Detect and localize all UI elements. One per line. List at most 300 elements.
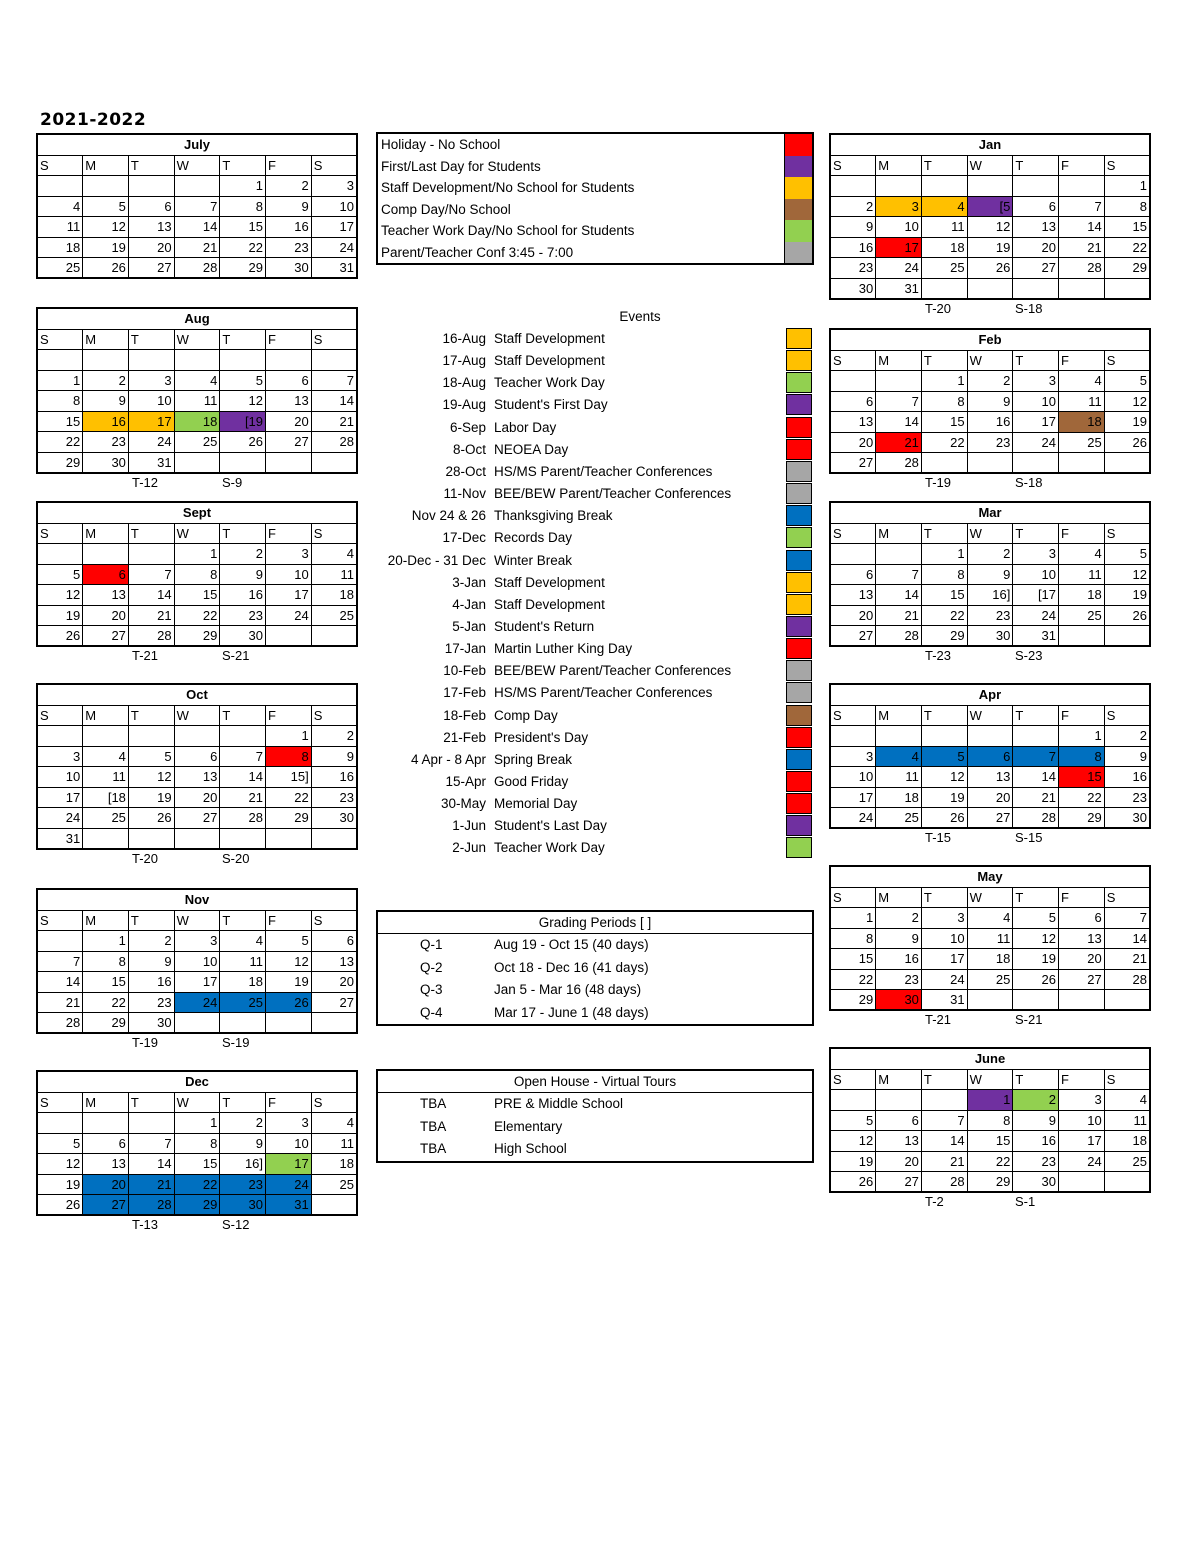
day-cell: 13 bbox=[83, 1154, 129, 1175]
day-cell: 17 bbox=[266, 585, 312, 606]
day-cell: 23 bbox=[830, 258, 876, 279]
event-date: 20-Dec - 31 Dec bbox=[387, 552, 486, 568]
day-cell: 10 bbox=[1059, 1110, 1105, 1131]
day-cell: 20 bbox=[830, 432, 876, 453]
month-name: Feb bbox=[830, 329, 1150, 350]
month-calendar-dec bbox=[36, 1070, 358, 1216]
day-cell: 12 bbox=[37, 1154, 83, 1175]
weekday-header: M bbox=[83, 523, 129, 544]
day-cell: 28 bbox=[1104, 969, 1150, 990]
weekday-header: W bbox=[174, 155, 220, 176]
day-cell: 12 bbox=[266, 951, 312, 972]
weekday-header: W bbox=[967, 705, 1013, 726]
day-cell: 8 bbox=[1059, 746, 1105, 767]
event-name: Student's Last Day bbox=[494, 818, 607, 834]
day-cell: 12 bbox=[128, 767, 174, 788]
day-cell bbox=[1013, 453, 1059, 474]
day-cell: 4 bbox=[37, 196, 83, 217]
day-cell: 19 bbox=[1104, 585, 1150, 606]
day-cell: 5 bbox=[128, 746, 174, 767]
day-cell: 13 bbox=[830, 585, 876, 606]
day-cell: 3 bbox=[174, 931, 220, 952]
day-cell: 19 bbox=[1013, 949, 1059, 970]
weekday-header: M bbox=[876, 155, 922, 176]
day-cell bbox=[1013, 278, 1059, 299]
day-cell: 12 bbox=[1104, 391, 1150, 412]
weekday-header: M bbox=[83, 155, 129, 176]
day-cell: 19 bbox=[967, 237, 1013, 258]
weekday-header: F bbox=[266, 329, 312, 350]
month-calendar-july bbox=[36, 133, 358, 279]
legend-item bbox=[378, 134, 812, 156]
grading-period-row bbox=[378, 1002, 812, 1025]
day-cell: 3 bbox=[266, 544, 312, 565]
weekday-header: S bbox=[37, 705, 83, 726]
weekday-header: W bbox=[174, 1092, 220, 1113]
day-cell: 14 bbox=[311, 391, 357, 412]
day-cell: 21 bbox=[876, 605, 922, 626]
day-cell: 14 bbox=[220, 767, 266, 788]
legend-label: Holiday - No School bbox=[381, 137, 501, 152]
legend-label: Parent/Teacher Conf 3:45 - 7:00 bbox=[381, 244, 574, 260]
month-name: Nov bbox=[37, 889, 357, 910]
legend-item bbox=[378, 177, 812, 199]
weekday-header: S bbox=[311, 910, 357, 931]
day-cell: 1 bbox=[174, 1113, 220, 1134]
day-cell: 25 bbox=[967, 969, 1013, 990]
open-house-row bbox=[378, 1116, 812, 1139]
day-cell: 28 bbox=[128, 626, 174, 647]
day-cell bbox=[1059, 278, 1105, 299]
day-cell: 25 bbox=[921, 258, 967, 279]
event-name: Martin Luther King Day bbox=[494, 641, 633, 657]
day-cell: 8 bbox=[83, 951, 129, 972]
student-days-total: S-15 bbox=[1015, 830, 1043, 845]
day-cell: 31 bbox=[921, 990, 967, 1011]
month-name: Jan bbox=[830, 134, 1150, 155]
month-name: Oct bbox=[37, 684, 357, 705]
day-cell: 30 bbox=[830, 278, 876, 299]
event-name: NEOEA Day bbox=[494, 441, 569, 457]
weekday-header: T bbox=[1013, 705, 1059, 726]
event-row bbox=[376, 727, 816, 749]
day-cell: 18 bbox=[921, 237, 967, 258]
day-cell: 10 bbox=[174, 951, 220, 972]
day-cell: 18 bbox=[37, 237, 83, 258]
day-cell: 15 bbox=[1104, 217, 1150, 238]
day-cell bbox=[266, 1013, 312, 1034]
event-name: Comp Day bbox=[494, 707, 558, 723]
day-cell: 27 bbox=[876, 1172, 922, 1193]
day-cell: 2 bbox=[830, 196, 876, 217]
event-date: 4-Jan bbox=[452, 596, 486, 612]
event-color-swatch bbox=[786, 749, 812, 770]
weekday-header: M bbox=[83, 329, 129, 350]
day-cell bbox=[967, 726, 1013, 747]
event-color-swatch bbox=[786, 837, 812, 858]
event-date: 2-Jun bbox=[452, 840, 486, 856]
day-cell: 21 bbox=[174, 237, 220, 258]
day-cell: 4 bbox=[876, 746, 922, 767]
day-cell bbox=[876, 726, 922, 747]
day-cell bbox=[311, 1195, 357, 1216]
day-cell: 22 bbox=[220, 237, 266, 258]
month-name: May bbox=[830, 866, 1150, 887]
teacher-days-total: T-19 bbox=[925, 475, 952, 490]
day-cell bbox=[220, 1013, 266, 1034]
day-cell: 3 bbox=[1059, 1090, 1105, 1111]
day-cell: 3 bbox=[1013, 544, 1059, 565]
day-cell: 4 bbox=[1059, 544, 1105, 565]
day-cell: 31 bbox=[266, 1195, 312, 1216]
month-name: July bbox=[37, 134, 357, 155]
event-name: President's Day bbox=[494, 729, 589, 745]
event-row bbox=[376, 815, 816, 837]
day-cell: 7 bbox=[1013, 746, 1059, 767]
day-cell bbox=[830, 1090, 876, 1111]
day-cell: 20 bbox=[1059, 949, 1105, 970]
day-cell bbox=[830, 726, 876, 747]
day-cell: 16 bbox=[83, 411, 129, 432]
day-cell: 27 bbox=[830, 626, 876, 647]
event-date: 8-Oct bbox=[452, 441, 486, 457]
day-cell: 11 bbox=[174, 391, 220, 412]
day-cell: 7 bbox=[128, 564, 174, 585]
month-calendar-aug bbox=[36, 307, 358, 474]
day-cell bbox=[830, 176, 876, 197]
day-cell: 4 bbox=[921, 196, 967, 217]
day-cell: 26 bbox=[37, 1195, 83, 1216]
day-cell: 12 bbox=[1104, 564, 1150, 585]
weekday-header: S bbox=[311, 1092, 357, 1113]
day-cell: 1 bbox=[921, 371, 967, 392]
weekday-header: T bbox=[220, 705, 266, 726]
day-cell: 7 bbox=[174, 196, 220, 217]
event-name: HS/MS Parent/Teacher Conferences bbox=[494, 685, 713, 701]
weekday-header: S bbox=[37, 155, 83, 176]
open-house-title: Open House - Virtual Tours bbox=[378, 1071, 812, 1093]
event-color-swatch bbox=[786, 705, 812, 726]
day-cell: 28 bbox=[876, 453, 922, 474]
day-cell: 30 bbox=[1104, 808, 1150, 829]
day-cell: 30 bbox=[83, 452, 129, 473]
day-cell: 17 bbox=[1059, 1131, 1105, 1152]
event-row bbox=[376, 394, 816, 416]
day-cell: 2 bbox=[967, 544, 1013, 565]
open-house-row bbox=[378, 1093, 812, 1116]
day-cell: 3 bbox=[876, 196, 922, 217]
event-name: Labor Day bbox=[494, 419, 557, 435]
day-cell bbox=[876, 371, 922, 392]
day-cell: 22 bbox=[37, 432, 83, 453]
day-cell: 1 bbox=[921, 544, 967, 565]
event-row bbox=[376, 572, 816, 594]
day-cell: 19 bbox=[921, 787, 967, 808]
day-cell: 2 bbox=[128, 931, 174, 952]
weekday-header: W bbox=[967, 155, 1013, 176]
day-cell: 10 bbox=[266, 1133, 312, 1154]
day-cell: 22 bbox=[174, 1174, 220, 1195]
day-cell bbox=[876, 544, 922, 565]
day-cell: 3 bbox=[266, 1113, 312, 1134]
day-cell: 9 bbox=[1013, 1110, 1059, 1131]
day-cell: 27 bbox=[1059, 969, 1105, 990]
day-cell: 4 bbox=[1104, 1090, 1150, 1111]
event-row bbox=[376, 594, 816, 616]
student-days-total: S-18 bbox=[1015, 475, 1043, 490]
day-cell: 26 bbox=[1104, 605, 1150, 626]
legend-label: Teacher Work Day/No School for Students bbox=[381, 223, 635, 238]
day-cell: 20 bbox=[128, 237, 174, 258]
day-cell: 24 bbox=[876, 258, 922, 279]
weekday-header: S bbox=[311, 329, 357, 350]
day-cell: 11 bbox=[311, 1133, 357, 1154]
day-cell: 17 bbox=[830, 787, 876, 808]
day-cell bbox=[37, 1113, 83, 1134]
day-cell: 30 bbox=[220, 1195, 266, 1216]
day-cell: 10 bbox=[921, 928, 967, 949]
grading-period-row bbox=[378, 934, 812, 957]
day-cell bbox=[311, 452, 357, 473]
event-date: 16-Aug bbox=[442, 331, 486, 346]
day-cell: 6 bbox=[128, 196, 174, 217]
day-cell: 20 bbox=[266, 411, 312, 432]
day-cell: 11 bbox=[83, 767, 129, 788]
day-cell: [19 bbox=[220, 411, 266, 432]
grading-periods-title: Grading Periods [ ] bbox=[378, 912, 812, 934]
month-name: Dec bbox=[37, 1071, 357, 1092]
day-cell: 4 bbox=[83, 746, 129, 767]
day-cell: 25 bbox=[37, 258, 83, 279]
day-cell: 13 bbox=[266, 391, 312, 412]
day-cell: 23 bbox=[220, 1174, 266, 1195]
day-cell bbox=[876, 176, 922, 197]
day-cell bbox=[220, 452, 266, 473]
day-cell: 29 bbox=[1104, 258, 1150, 279]
event-date: 30-May bbox=[440, 796, 486, 812]
event-date: 17-Jan bbox=[444, 641, 486, 657]
day-cell: 7 bbox=[876, 564, 922, 585]
day-cell: 31 bbox=[876, 278, 922, 299]
school-year-title: 2021-2022 bbox=[40, 110, 147, 130]
event-name: Good Friday bbox=[494, 774, 569, 789]
day-cell: 30 bbox=[266, 258, 312, 279]
weekday-header: T bbox=[921, 523, 967, 544]
day-cell: 15 bbox=[174, 1154, 220, 1175]
day-cell bbox=[1013, 990, 1059, 1011]
day-cell: 7 bbox=[37, 951, 83, 972]
day-cell: 18 bbox=[311, 1154, 357, 1175]
day-cell: 9 bbox=[83, 391, 129, 412]
day-cell: 21 bbox=[311, 411, 357, 432]
day-cell: 12 bbox=[37, 585, 83, 606]
day-cell: 11 bbox=[1059, 391, 1105, 412]
event-row bbox=[376, 372, 816, 394]
day-cell: 14 bbox=[174, 217, 220, 238]
weekday-header: F bbox=[266, 523, 312, 544]
quarter-label: Q-3 bbox=[420, 982, 443, 997]
weekday-header: F bbox=[266, 155, 312, 176]
weekday-header: F bbox=[1059, 350, 1105, 371]
day-cell bbox=[311, 350, 357, 371]
color-legend bbox=[376, 132, 814, 265]
day-cell: 8 bbox=[174, 1133, 220, 1154]
day-cell: 29 bbox=[830, 990, 876, 1011]
day-cell bbox=[220, 726, 266, 747]
day-cell: 20 bbox=[311, 972, 357, 993]
day-cell: 25 bbox=[876, 808, 922, 829]
event-color-swatch bbox=[786, 328, 812, 349]
event-date: 18-Feb bbox=[443, 707, 486, 723]
day-cell bbox=[1059, 1172, 1105, 1193]
month-calendar-apr bbox=[829, 683, 1151, 829]
day-cell: 26 bbox=[128, 808, 174, 829]
day-cell bbox=[1059, 626, 1105, 647]
day-cell: 29 bbox=[83, 1013, 129, 1034]
day-cell: 1 bbox=[37, 370, 83, 391]
day-cell: 7 bbox=[876, 391, 922, 412]
weekday-header: T bbox=[128, 1092, 174, 1113]
day-cell: 5 bbox=[1013, 908, 1059, 929]
event-name: Teacher Work Day bbox=[494, 375, 605, 391]
day-cell: 24 bbox=[37, 808, 83, 829]
day-cell: 26 bbox=[967, 258, 1013, 279]
day-cell: 24 bbox=[266, 605, 312, 626]
day-cell bbox=[220, 350, 266, 371]
event-name: Staff Development bbox=[494, 596, 605, 612]
day-cell: 22 bbox=[830, 969, 876, 990]
legend-label: Comp Day/No School bbox=[381, 201, 511, 217]
day-cell: 13 bbox=[967, 767, 1013, 788]
event-date: 10-Feb bbox=[443, 663, 486, 679]
day-cell: 7 bbox=[921, 1110, 967, 1131]
teacher-days-total: T-12 bbox=[132, 474, 159, 490]
day-cell: 27 bbox=[266, 432, 312, 453]
day-cell: 24 bbox=[921, 969, 967, 990]
day-cell: 17 bbox=[876, 237, 922, 258]
day-cell: 30 bbox=[128, 1013, 174, 1034]
day-cell: 22 bbox=[921, 605, 967, 626]
day-cell: 16 bbox=[220, 585, 266, 606]
day-cell: 12 bbox=[83, 217, 129, 238]
weekday-header: F bbox=[1059, 155, 1105, 176]
day-cell: 29 bbox=[220, 258, 266, 279]
open-house-school: Elementary bbox=[494, 1118, 563, 1134]
day-cell: 22 bbox=[83, 992, 129, 1013]
day-cell: 16 bbox=[876, 949, 922, 970]
day-cell bbox=[921, 278, 967, 299]
weekday-header: S bbox=[1104, 155, 1150, 176]
day-cell: 23 bbox=[266, 237, 312, 258]
teacher-days-total: T-21 bbox=[132, 648, 159, 663]
weekday-header: S bbox=[311, 523, 357, 544]
weekday-header: F bbox=[1059, 705, 1105, 726]
day-cell: 9 bbox=[967, 391, 1013, 412]
weekday-header: F bbox=[266, 910, 312, 931]
day-cell: [17 bbox=[1013, 585, 1059, 606]
event-color-swatch bbox=[786, 372, 812, 393]
event-row bbox=[376, 417, 816, 439]
event-name: Student's First Day bbox=[494, 397, 608, 413]
teacher-days-total: T-20 bbox=[925, 300, 952, 316]
month-name: June bbox=[830, 1048, 1150, 1069]
day-cell: 24 bbox=[311, 237, 357, 258]
weekday-header: S bbox=[830, 1069, 876, 1090]
weekday-header: W bbox=[967, 350, 1013, 371]
day-cell: 4 bbox=[1059, 371, 1105, 392]
event-date: 6-Sep bbox=[449, 419, 486, 435]
day-cell: 6 bbox=[311, 931, 357, 952]
day-cell: 6 bbox=[830, 391, 876, 412]
weekday-header: S bbox=[311, 705, 357, 726]
day-cell: 2 bbox=[266, 176, 312, 197]
day-cell: 10 bbox=[876, 217, 922, 238]
day-cell: 13 bbox=[876, 1131, 922, 1152]
day-cell bbox=[1059, 990, 1105, 1011]
weekday-header: T bbox=[1013, 350, 1059, 371]
day-cell: 27 bbox=[174, 808, 220, 829]
day-cell: 28 bbox=[128, 1195, 174, 1216]
day-cell bbox=[1104, 626, 1150, 647]
day-cell: 7 bbox=[311, 370, 357, 391]
day-cell: 17 bbox=[266, 1154, 312, 1175]
events-title: Events bbox=[619, 309, 661, 324]
event-color-swatch bbox=[786, 660, 812, 681]
weekday-header: S bbox=[311, 155, 357, 176]
day-cell: 20 bbox=[83, 605, 129, 626]
weekday-header: S bbox=[830, 523, 876, 544]
day-cell: 11 bbox=[37, 217, 83, 238]
grading-period-row bbox=[378, 957, 812, 980]
event-color-swatch bbox=[786, 793, 812, 814]
open-house-school: High School bbox=[494, 1141, 567, 1156]
day-cell: 23 bbox=[220, 605, 266, 626]
day-cell bbox=[1104, 278, 1150, 299]
open-house-date: TBA bbox=[420, 1118, 447, 1134]
day-cell: 14 bbox=[128, 585, 174, 606]
day-cell: 21 bbox=[37, 992, 83, 1013]
quarter-range: Aug 19 - Oct 15 (40 days) bbox=[494, 937, 649, 952]
event-row bbox=[376, 505, 816, 527]
weekday-header: T bbox=[220, 155, 266, 176]
day-cell: 8 bbox=[830, 928, 876, 949]
day-cell: 29 bbox=[1059, 808, 1105, 829]
weekday-header: S bbox=[37, 523, 83, 544]
event-name: HS/MS Parent/Teacher Conferences bbox=[494, 463, 713, 479]
day-cell: 14 bbox=[876, 585, 922, 606]
legend-label: First/Last Day for Students bbox=[381, 158, 541, 174]
day-cell: 17 bbox=[174, 972, 220, 993]
day-cell bbox=[37, 350, 83, 371]
day-cell bbox=[921, 1090, 967, 1111]
quarter-label: Q-4 bbox=[420, 1004, 443, 1020]
day-cell: 1 bbox=[83, 931, 129, 952]
legend-color-swatch bbox=[784, 177, 812, 199]
day-cell: 2 bbox=[220, 544, 266, 565]
day-cell bbox=[174, 176, 220, 197]
day-cell: 5 bbox=[830, 1110, 876, 1131]
event-row bbox=[376, 682, 816, 704]
day-cell: 30 bbox=[311, 808, 357, 829]
month-calendar-sept bbox=[36, 501, 358, 647]
day-cell bbox=[83, 828, 129, 849]
day-cell: 16 bbox=[1013, 1131, 1059, 1152]
month-name: Mar bbox=[830, 502, 1150, 523]
day-cell: 18 bbox=[220, 972, 266, 993]
day-cell: 6 bbox=[1013, 196, 1059, 217]
day-cell bbox=[1104, 990, 1150, 1011]
day-cell: 12 bbox=[220, 391, 266, 412]
